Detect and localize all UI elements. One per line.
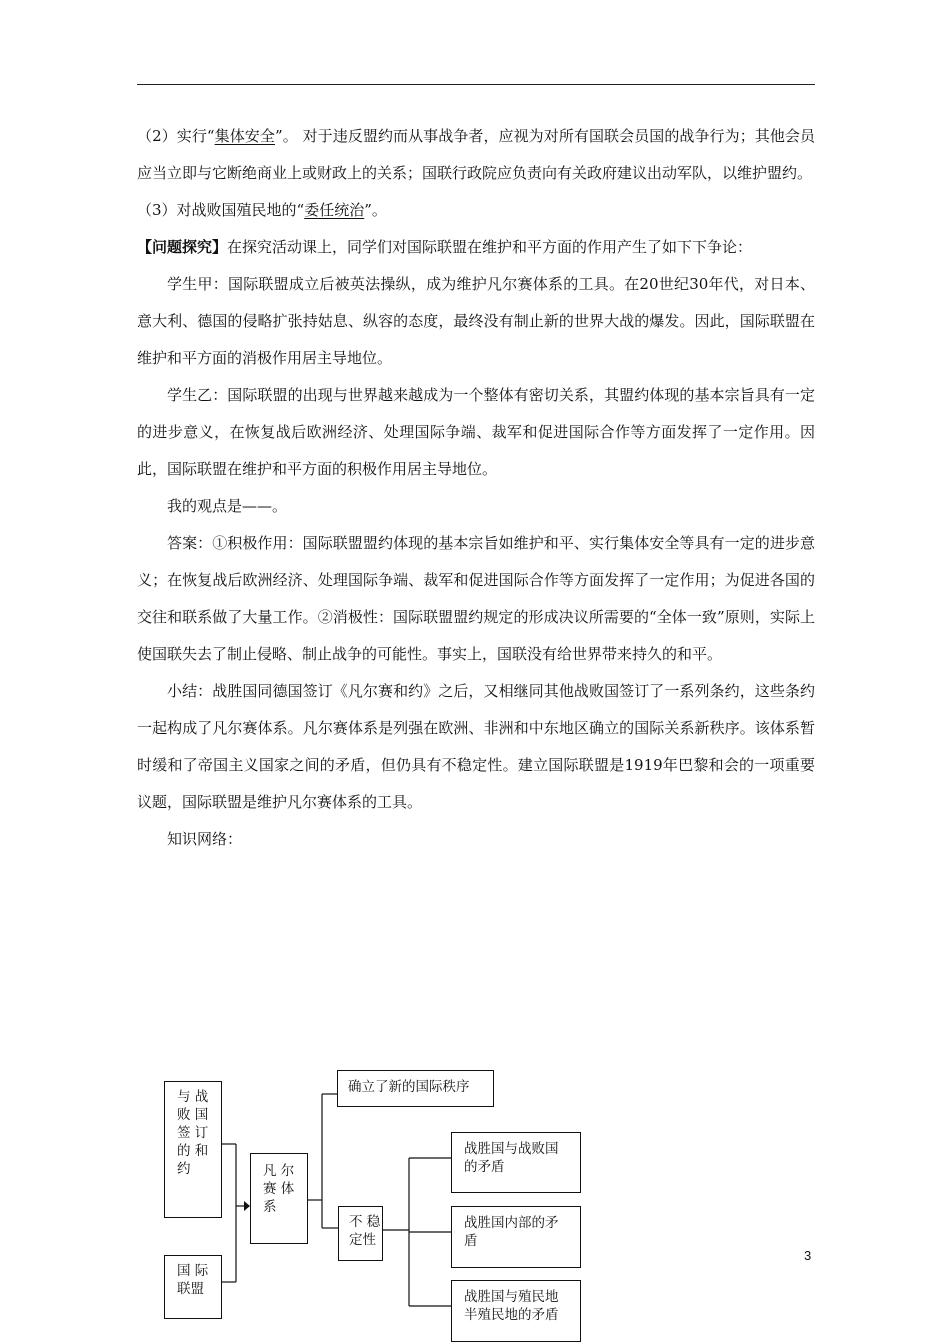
- paragraph-student-a: 学生甲：国际联盟成立后被英法操纵，成为维护凡尔赛体系的工具。在20世纪30年代，对日本、意大利、德国的侵略扩张持姑息、纵容的态度，最终没有制止新的世界大战的爆发。因此，国际联盟在维护和平方面的消极作用居主导地位。: [137, 275, 815, 367]
- paragraph-my-view: 我的观点是——。: [167, 497, 288, 515]
- header-rule: [137, 84, 815, 85]
- paragraph-collective-security: （2）实行“集体安全”。 对于违反盟约而从事战争者，应视为对所有国联会员国的战争行为；其他会员应当立即与它断绝商业上或财政上的关系；国联行政院应负责向有关政府建议出动军队，以维护盟约。: [137, 127, 815, 182]
- term-mandate: 委任统治: [304, 201, 365, 219]
- paragraph-student-b: 学生乙：国际联盟的出现与世界越来越成为一个整体有密切关系，其盟约体现的基本宗旨具有一定的进步意义，在恢复战后欧洲经济、处理国际争端、裁军和促进国际合作等方面发挥了一定作用。因此，国际联盟在维护和平方面的积极作用居主导地位。: [137, 386, 815, 478]
- paragraph-answer: 答案：①积极作用：国际联盟盟约体现的基本宗旨如维护和平、实行集体安全等具有一定的进步意义；在恢复战后欧洲经济、处理国际争端、裁军和促进国际合作等方面发挥了一定作用；为促进各国的交往和联系做了大量工作。②消极性：国际联盟盟约规定的形成决议所需要的“全体一致”原则，实际上使国联失去了制止侵略、制止战争的可能性。事实上，国联没有给世界带来持久的和平。: [137, 534, 815, 663]
- box-contradiction-victors-defeated: 战胜国与战败国 的矛盾: [451, 1132, 581, 1193]
- box-league-of-nations: 国 际 联盟: [164, 1255, 222, 1319]
- box-contradiction-victors-colonies: 战胜国与殖民地 半殖民地的矛盾: [451, 1280, 581, 1342]
- document-body: [137, 118, 815, 858]
- box-instability: 不 稳 定性: [338, 1206, 383, 1261]
- box-treaties-with-defeated: 与 战 败 国 签 订 的 和 约: [164, 1081, 222, 1218]
- paragraph-inquiry: 【问题探究】在探究活动课上，同学们对国际联盟在维护和平方面的作用产生了如下下争论：: [137, 238, 753, 256]
- page-number: 3: [804, 1248, 812, 1263]
- term-collective-security: 集体安全: [214, 127, 275, 145]
- inquiry-heading: 【问题探究】: [137, 238, 228, 256]
- box-new-international-order: 确立了新的国际秩序: [337, 1070, 494, 1107]
- box-versailles-system: 凡 尔 赛 体 系: [250, 1153, 308, 1244]
- paragraph-mandate: （3）对战败国殖民地的“委任统治”。: [137, 201, 387, 219]
- paragraph-knowledge-network: 知识网络：: [167, 830, 243, 848]
- paragraph-summary: 小结：战胜国同德国签订《凡尔赛和约》之后，又相继同其他战败国签订了一系列条约，这些条约一起构成了凡尔赛体系。凡尔赛体系是列强在欧洲、非洲和中东地区确立的国际关系新秩序。该体系暂时缓和了帝国主义国家之间的矛盾，但仍具有不稳定性。建立国际联盟是1919年巴黎和会的一项重要议题，国际联盟是维护凡尔赛体系的工具。: [137, 682, 815, 811]
- box-contradiction-among-victors: 战胜国内部的矛 盾: [451, 1206, 581, 1268]
